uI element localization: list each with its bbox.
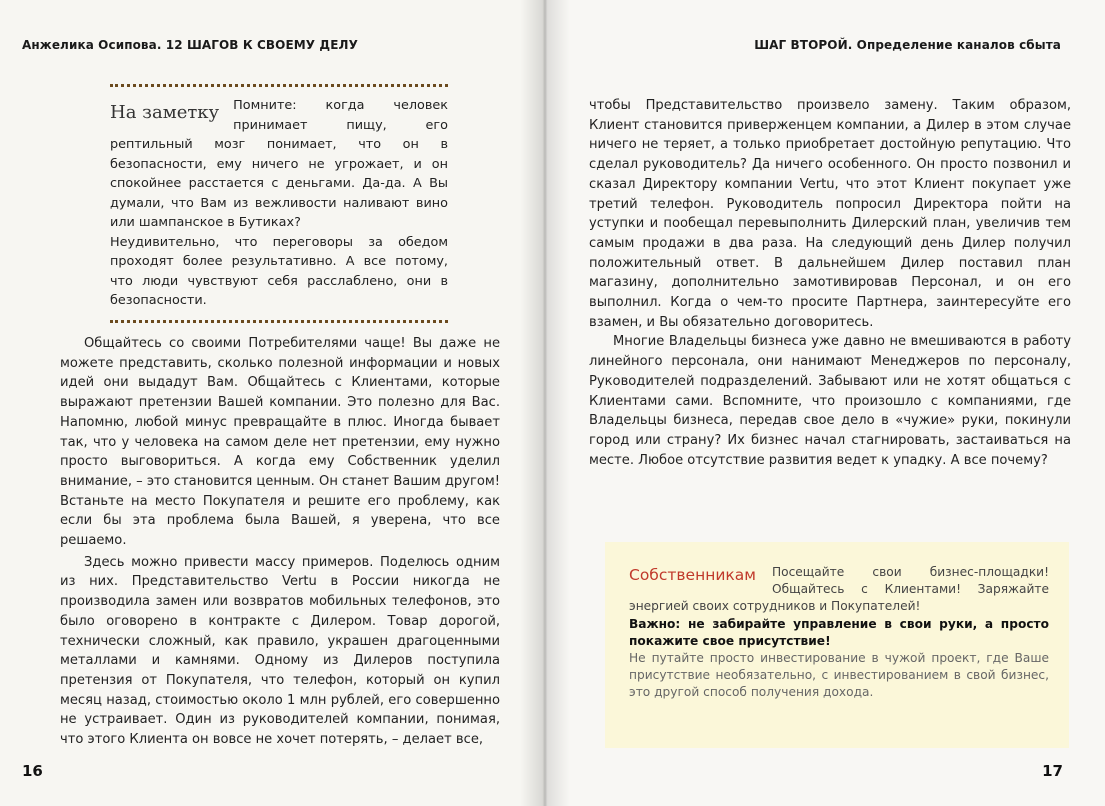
note-box bbox=[110, 96, 448, 311]
body-paragraph: Здесь можно привести массу примеров. Поделюсь одним из них. Представительство Vertu в России никогда не производила замен или возвратов мобильных телефонов, это было оговорено в контракте с Дилером. Товар дорогой, технически сложный, как правило, украшен драгоценными металлами и камнями. Одному из Дилеров поступила претензия от Покупателя, что телефон, который он купил месяц назад, стоимостью около 1 млн рублей, его совершенно не устраивает. Один из руководителей компании, понимая, что этого Клиента он вовсе не хочет потерять, – делает все, bbox=[60, 554, 500, 748]
right-body-text bbox=[589, 96, 1071, 470]
right-page bbox=[545, 0, 1105, 806]
owners-important: Важно: не забирайте управление в свои руки, а просто покажите свое присутствие! bbox=[629, 616, 1049, 648]
left-body-text bbox=[60, 334, 500, 750]
running-head-right: ШАГ ВТОРОЙ. Определение каналов сбыта bbox=[754, 38, 1061, 52]
body-paragraph: Общайтесь со своими Потребителями чаще! Вы даже не можете представить, сколько полезной информации и новых идей они выдадут Вам. Общайтесь с Клиентами, которые выражают претензии Вашей компании. Это полезно для Вас. Напомню, любой минус превращайте в плюс. Иногда бывает так, что у человека на самом деле нет претензии, ему нужно просто выговориться. А когда ему Собственник уделил внимание, – это становится ценным. Он станет Вашим другом! Встаньте на место Покупателя и решите его проблему, как если бы эта проблема была Вашей, я уверена, что все решаемо. bbox=[60, 336, 500, 549]
body-paragraph: чтобы Представительство произвело замену. Таким образом, Клиент становится приверженцем компании, а Дилер в этом случае ничего не теряет, а только приобретает достойную репутацию. Что сделал руководитель? Да ничего особенного. Он просто позвонил и сказал Директору компании Vertu, что этот Клиент покупает уже третий телефон. Руководитель попросил Директора пойти на уступки и пообещал перевыполнить Дилерский план, увеличив тем самым продажи в два раза. На следующий день Дилер получил положительный ответ. В дальнейшем Дилер поставил план магазину, дополнительно замотивировав Персонал, и он его выполнил. Когда о чем-то просите Партнера, заинтересуйте его взамен, и Вы обязательно договоритесь. bbox=[589, 98, 1071, 330]
running-head-left: Анжелика Осипова. 12 ШАГОВ К СВОЕМУ ДЕЛУ bbox=[22, 38, 358, 52]
owners-callout-box bbox=[605, 542, 1069, 748]
note-bottom-divider bbox=[110, 320, 448, 323]
owners-title: Собственникам bbox=[629, 566, 756, 584]
owners-text: Посещайте свои бизнес-площадки! Общайтесь с Клиентами! Заряжайте энергией своих сотрудников и Покупателей! bbox=[629, 565, 1049, 614]
page-number-right: 17 bbox=[1042, 762, 1063, 780]
note-top-divider bbox=[110, 84, 448, 87]
note-paragraph: Помните: когда человек принимает пищу, его рептильный мозг понимает, что он в безопасности, ему ничего не угрожает, и он спокойнее расстается с деньгами. Да-да. А Вы думали, что Вам из вежливости наливают вино или шампанское в Бутиках? bbox=[110, 98, 448, 230]
left-page bbox=[0, 0, 545, 806]
body-paragraph: Многие Владельцы бизнеса уже давно не вмешиваются в работу линейного персонала, они нанимают Менеджеров по персоналу, Руководителей подразделений. Забывают или не хотят общаться с Клиентами сами. Вспомните, что произошло с компаниями, где Владельцы бизнеса, передав свое дело в «чужие» руки, покинули город или страну? Их бизнес начал стагнировать, застаиваться на месте. Любое отсутствие развития ведет к упадку. А все почему? bbox=[589, 334, 1071, 468]
note-title: На заметку bbox=[110, 102, 220, 123]
book-gutter bbox=[520, 0, 570, 806]
page-number-left: 16 bbox=[22, 762, 43, 780]
note-paragraph: Неудивительно, что переговоры за обедом проходят более результативно. А все потому, что люди чувствуют себя расслаблено, они в безопасности. bbox=[110, 234, 448, 308]
owners-note: Не путайте просто инвестирование в чужой проект, где Ваше присутствие необязательно, с инвестированием в свой бизнес, это другой способ получения дохода. bbox=[629, 651, 1049, 700]
